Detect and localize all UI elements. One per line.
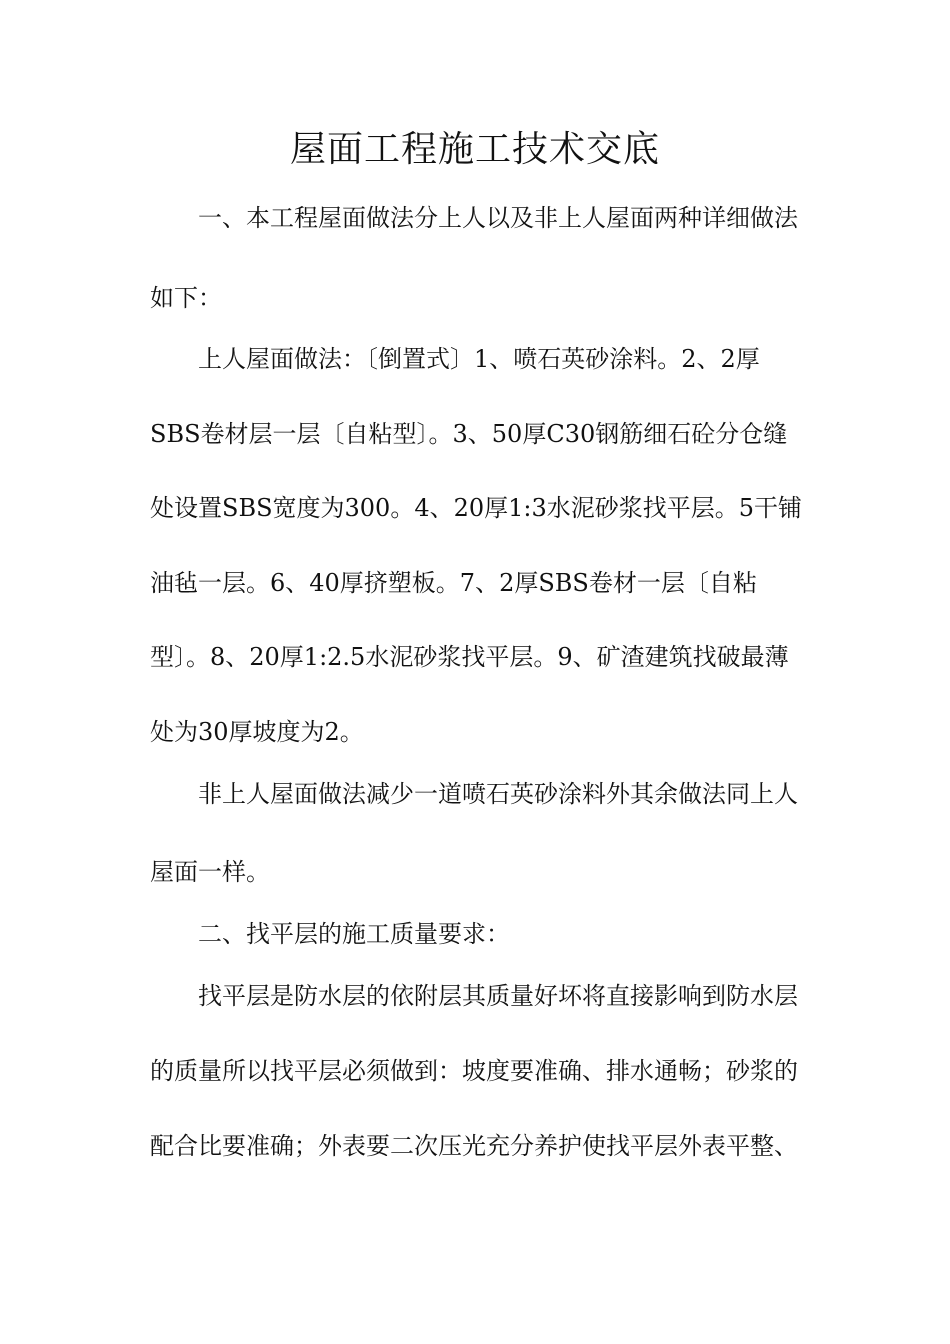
paragraph-line-9: 非上人屋面做法减少一道喷石英砂涂料外其余做法同上人 bbox=[198, 780, 798, 808]
paragraph-line-8: 处为30厚坡度为2。 bbox=[150, 718, 364, 746]
paragraph-line-1: 一、本工程屋面做法分上人以及非上人屋面两种详细做法 bbox=[198, 204, 798, 232]
paragraph-line-5: 处设置SBS宽度为300。4、20厚1:3水泥砂浆找平层。5干铺 bbox=[150, 494, 803, 522]
paragraph-line-13: 的质量所以找平层必须做到：坡度要准确、排水通畅；砂浆的 bbox=[150, 1057, 798, 1085]
paragraph-line-2: 如下： bbox=[150, 284, 222, 312]
paragraph-line-6: 油毡一层。6、40厚挤塑板。7、2厚SBS卷材一层〔自粘 bbox=[150, 569, 757, 597]
paragraph-line-3: 上人屋面做法：〔倒置式〕1、喷石英砂涂料。2、2厚 bbox=[198, 345, 760, 373]
paragraph-line-7: 型〕。8、20厚1:2.5水泥砂浆找平层。9、矿渣建筑找破最薄 bbox=[150, 643, 789, 671]
paragraph-line-14: 配合比要准确；外表要二次压光充分养护使找平层外表平整、 bbox=[150, 1132, 798, 1160]
document-title: 屋面工程施工技术交底 bbox=[289, 129, 660, 170]
section-heading-2: 二、找平层的施工质量要求： bbox=[198, 920, 510, 948]
paragraph-line-10: 屋面一样。 bbox=[150, 858, 270, 886]
paragraph-line-4: SBS卷材层一层〔自粘型〕。3、50厚C30钢筋细石砼分仓缝 bbox=[150, 420, 788, 448]
paragraph-line-12: 找平层是防水层的依附层其质量好坏将直接影响到防水层 bbox=[198, 982, 798, 1010]
